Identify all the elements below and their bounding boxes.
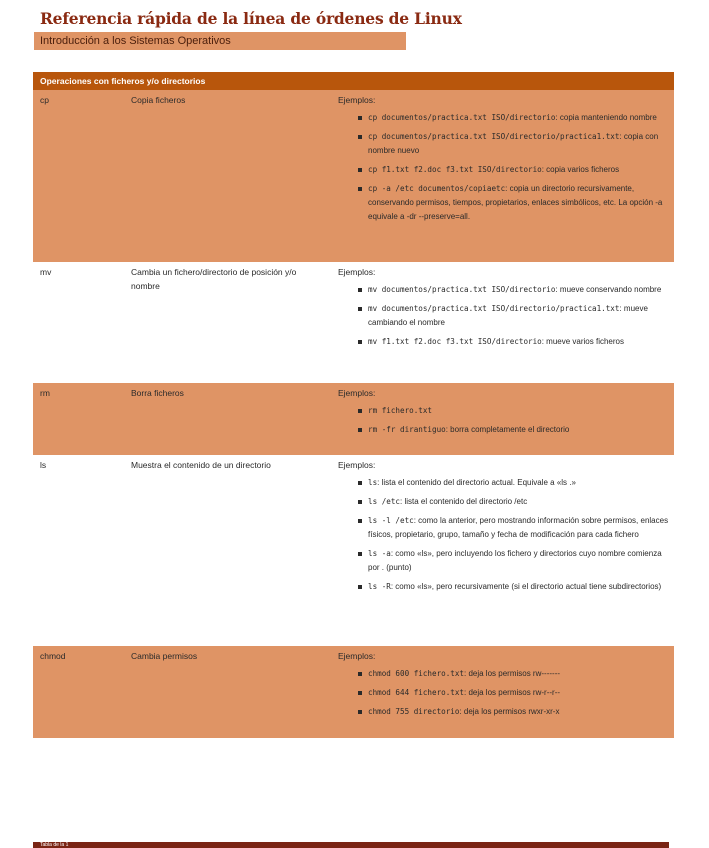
example-text: : lista el contenido del directorio /etc [400,496,528,506]
footer-label: Tabla de la 1 [40,842,69,848]
example-code: cp -a /etc documentos/copiaetc [368,183,506,193]
page-title: Referencia rápida de la línea de órdenes de Linux [40,9,462,28]
footer-bar [33,842,669,848]
row-description: Muestra el contenido de un directorio [131,460,271,470]
page-subtitle: Introducción a los Sistemas Operativos [34,32,406,50]
example-text: : copia varios ficheros [541,164,620,174]
row-command: cp [40,95,49,105]
example-text: : deja los permisos rw-r--r-- [464,687,561,697]
example-item [338,163,670,177]
table-row-mv [33,262,674,383]
example-code: chmod 644 fichero.txt [368,687,465,697]
example-item [338,423,670,437]
row-description: Copia ficheros [131,95,186,105]
example-code: mv documentos/practica.txt ISO/directorio/practica1.txt [368,303,620,313]
row-description: Cambia un fichero/directorio de posición y/o nombre [131,267,297,291]
command-table [33,72,674,738]
row-examples [338,266,670,354]
bullet-icon [358,672,362,676]
examples-label: Ejemplos: [338,267,376,277]
table-header: Operaciones con ficheros y/o directorios [33,72,674,90]
row-command: rm [40,388,50,398]
example-item [338,111,670,125]
example-code: cp f1.txt f2.doc f3.txt ISO/directorio [368,164,542,174]
example-code: chmod 600 fichero.txt [368,668,465,678]
example-text: : deja los permisos rw------- [464,668,561,678]
example-item [338,283,670,297]
example-item [338,404,670,418]
example-code: chmod 755 directorio [368,706,460,716]
row-command: mv [40,267,52,277]
table-row-cp [33,90,674,262]
table-row-chmod [33,646,674,738]
bullet-icon [358,288,362,292]
example-item [338,514,670,542]
example-item [338,182,670,224]
bullet-icon [358,691,362,695]
example-text: : copia un directorio recursivamente, conservando permisos, tiempos, propietarios, enlaces simbólicos, etc. La opción -a equivale a -dr --preserve=all. [368,183,663,221]
bullet-icon [358,116,362,120]
row-description: Borra ficheros [131,388,184,398]
bullet-icon [358,552,362,556]
row-command: ls [40,460,47,470]
example-text: : borra completamente el directorio [445,424,570,434]
bullet-icon [358,428,362,432]
examples-label: Ejemplos: [338,651,376,661]
examples-label: Ejemplos: [338,388,376,398]
example-item [338,476,670,490]
row-examples [338,94,670,229]
example-item [338,335,670,349]
bullet-icon [358,519,362,523]
bullet-icon [358,585,362,589]
example-item [338,686,670,700]
example-code: mv documentos/practica.txt ISO/directorio [368,284,556,294]
example-code: ls -l /etc [368,515,414,525]
example-text: : mueve cambiando el nombre [368,303,648,327]
example-text: : como la anterior, pero mostrando información sobre permisos, enlaces físicos, propietario, grupo, tamaño y fecha de modificación para cada fichero [368,515,669,539]
example-text: : mueve varios ficheros [541,336,624,346]
bullet-icon [358,500,362,504]
example-text: : como «ls», pero incluyendo los fichero y directorios cuyo nombre comienza por . (punto) [368,548,662,572]
bullet-icon [358,168,362,172]
example-item [338,495,670,509]
example-item [338,580,670,594]
bullet-icon [358,409,362,413]
bullet-icon [358,481,362,485]
table-row-rm [33,383,674,455]
example-item [338,547,670,575]
bullet-icon [358,135,362,139]
example-text: : como «ls», pero recursivamente (si el directorio actual tiene subdirectorios) [390,581,662,591]
bullet-icon [358,710,362,714]
row-description: Cambia permisos [131,651,198,661]
example-item [338,667,670,681]
row-command: chmod [40,651,66,661]
example-text: : lista el contenido del directorio actual. Equivale a «ls .» [377,477,576,487]
example-code: ls [368,477,378,487]
example-text: : copia manteniendo nombre [555,112,657,122]
bullet-icon [358,340,362,344]
example-code: mv f1.txt f2.doc f3.txt ISO/directorio [368,336,542,346]
example-code: cp documentos/practica.txt ISO/directorio [368,112,556,122]
examples-label: Ejemplos: [338,460,376,470]
example-item [338,302,670,330]
row-examples [338,459,670,599]
bullet-icon [358,187,362,191]
example-code: cp documentos/practica.txt ISO/directorio/practica1.txt [368,131,620,141]
example-code: rm -fr dirantiguo [368,424,446,434]
row-examples [338,650,670,724]
examples-label: Ejemplos: [338,95,376,105]
example-code: rm fichero.txt [368,405,433,415]
example-item [338,130,670,158]
example-text: : mueve conservando nombre [555,284,662,294]
example-text: : deja los permisos rwxr-xr-x [459,706,560,716]
example-code: ls -R [368,581,391,591]
example-code: ls -a [368,548,391,558]
example-text: : copia con nombre nuevo [368,131,659,155]
example-code: ls /etc [368,496,401,506]
table-row-ls [33,455,674,646]
bullet-icon [358,307,362,311]
example-item [338,705,670,719]
row-examples [338,387,670,442]
